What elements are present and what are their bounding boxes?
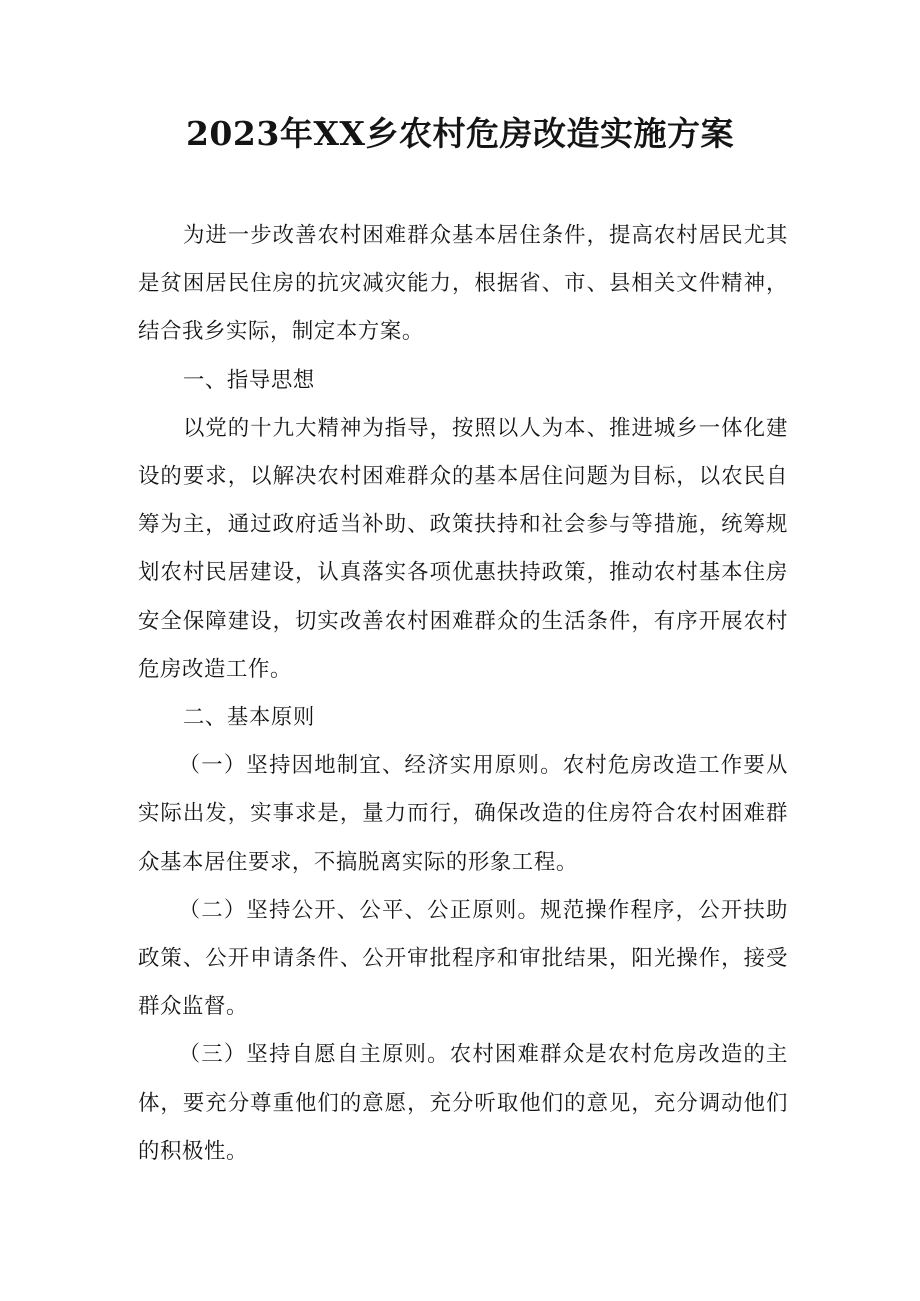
section-heading-guiding-ideology: 一、指导思想 (182, 367, 315, 393)
document-body (138, 212, 788, 1176)
section-heading-basic-principles: 二、基本原则 (182, 705, 315, 731)
intro-paragraph: 为进一步改善农村困难群众基本居住条件，提高农村居民尤其是贫困居民住房的抗灾减灾能力，根据省、市、县相关文件精神，结合我乡实际，制定本方案。 (138, 223, 788, 345)
document-title: 2023年XX乡农村危房改造实施方案 (185, 114, 735, 153)
principle-paragraph-3: （三）坚持自愿自主原则。农村困难群众是农村危房改造的主体，要充分尊重他们的意愿，充分听取他们的意见，充分调动他们的积极性。 (138, 1042, 788, 1164)
principle-paragraph-1: （一）坚持因地制宜、经济实用原则。农村危房改造工作要从实际出发，实事求是，量力而行，确保改造的住房符合农村困难群众基本居住要求，不搞脱离实际的形象工程。 (138, 753, 788, 875)
guiding-ideology-paragraph: 以党的十九大精神为指导，按照以人为本、推进城乡一体化建设的要求，以解决农村困难群众的基本居住问题为目标，以农民自筹为主，通过政府适当补助、政策扶持和社会参与等措施，统筹规划农村民居建设，认真落实各项优惠扶持政策，推动农村基本住房安全保障建设，切实改善农村困难群众的生活条件，有序开展农村危房改造工作。 (138, 415, 788, 682)
principle-paragraph-2: （二）坚持公开、公平、公正原则。规范操作程序，公开扶助政策、公开申请条件、公开审批程序和审批结果，阳光操作，接受群众监督。 (138, 897, 788, 1020)
